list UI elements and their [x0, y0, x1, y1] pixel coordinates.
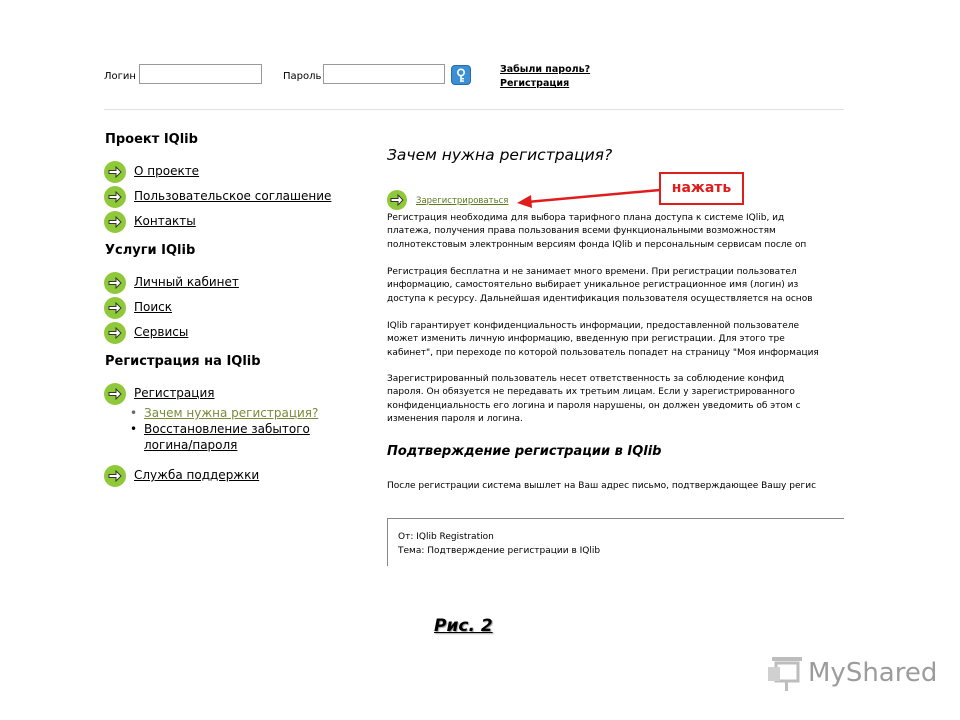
login-label: Логин [104, 71, 136, 82]
header-divider [104, 109, 844, 110]
arrow-right-icon [104, 465, 126, 487]
arrow-right-icon [104, 211, 126, 233]
password-label: Пароль [283, 71, 322, 82]
text-line: кабинет", при переходе по которой пользователь попадет на страницу "Моя информация [387, 347, 819, 358]
text-line: конфиденциальность его логина и пароля нарушены, он должен уведомить об этом с [387, 400, 801, 411]
sidebar-item-label[interactable]: Служба поддержки [134, 468, 260, 482]
arrow-right-icon [387, 190, 407, 210]
arrow-right-icon [104, 272, 126, 294]
nav-section-title-project: Проект IQlib [105, 132, 198, 147]
sidebar-item-label[interactable]: О проекте [134, 164, 200, 178]
page-title: Зачем нужна регистрация? [387, 146, 613, 164]
callout-label: нажать [671, 180, 732, 196]
paragraph-privacy [387, 320, 844, 360]
presentation-icon [766, 655, 806, 693]
text-line: доступа к ресурсу. Дальнейшая идентификация пользователя осуществляется на основ [387, 293, 813, 304]
sidebar-item-label[interactable]: Контакты [134, 214, 196, 228]
watermark-logo [766, 655, 938, 695]
register-top-link[interactable]: Регистрация [500, 78, 570, 89]
key-icon [455, 68, 467, 83]
paragraph-free [387, 266, 844, 306]
callout-box [659, 172, 744, 205]
text-line: IQlib гарантирует конфиденциальность информации, предоставленной пользователе [387, 321, 800, 331]
arrow-right-icon [104, 161, 126, 183]
paragraph-responsibility [387, 373, 844, 427]
watermark-text: MyShared [808, 658, 938, 688]
sidebar-item-label[interactable]: Регистрация [134, 386, 215, 400]
text-line: Регистрация необходима для выбора тарифного плана доступа к системе IQlib, ид [387, 213, 785, 223]
arrow-right-icon [104, 186, 126, 208]
nav-section-title-registration: Регистрация на IQlib [105, 354, 261, 369]
arrow-right-icon [104, 322, 126, 344]
sidebar-subitem-label[interactable]: Восстановление забытого [144, 422, 310, 436]
password-input[interactable] [323, 64, 445, 84]
bullet-icon: • [130, 422, 138, 436]
bullet-icon: • [130, 406, 138, 420]
login-bar [104, 64, 844, 90]
paragraph-confirmation [387, 480, 844, 493]
text-line: пароля. Он обязуется не передавать их третьим лицам. Если у зарегистрированного [387, 387, 795, 398]
paragraph-purpose [387, 212, 844, 252]
section-title-confirmation: Подтверждение регистрации в IQlib [387, 444, 662, 459]
text-line: Регистрация бесплатна и не занимает много времени. При регистрации пользовател [387, 267, 797, 277]
arrow-right-icon [104, 297, 126, 319]
arrow-right-icon [104, 383, 126, 405]
sidebar-subitem-label[interactable]: логина/пароля [144, 438, 238, 452]
email-from: От: IQlib Registration [398, 532, 494, 542]
login-input[interactable] [139, 64, 262, 84]
register-link[interactable]: Зарегистрироваться [416, 196, 509, 206]
text-line: изменения пароля и логина. [387, 414, 523, 425]
sidebar-item-label[interactable]: Пользовательское соглашение [134, 189, 332, 203]
sidebar-item-label[interactable]: Личный кабинет [134, 275, 239, 289]
nav-section-title-services: Услуги IQlib [105, 243, 196, 258]
text-line: полнотекстовым электронным версиям фонда IQlib и персональным сервисам после оп [387, 239, 807, 250]
text-line: может изменить личную информацию, введенную при регистрации. Для этого тре [387, 334, 785, 345]
sidebar-item-label[interactable]: Сервисы [134, 325, 189, 339]
sidebar-item-label[interactable]: Поиск [134, 300, 173, 314]
callout-arrow-icon [515, 182, 665, 212]
figure-caption: Рис. 2 [434, 616, 493, 636]
email-preview [387, 518, 844, 566]
text-line: Зарегистрированный пользователь несет ответственность за соблюдение конфид [387, 374, 785, 384]
email-subject: Тема: Подтверждение регистрации в IQlib [398, 546, 601, 556]
text-line: платежа, получения права пользования всеми функциональными возможностям [387, 226, 776, 237]
sidebar-subitem-label[interactable]: Зачем нужна регистрация? [144, 406, 319, 420]
text-line: информацию, самостоятельно выбирает уникальное регистрационное имя (логин) из [387, 280, 799, 291]
forgot-password-link[interactable]: Забыли пароль? [500, 64, 591, 75]
login-submit-button[interactable] [451, 65, 471, 85]
text-line: После регистрации система вышлет на Ваш адрес письмо, подтверждающее Вашу регис [387, 481, 817, 491]
